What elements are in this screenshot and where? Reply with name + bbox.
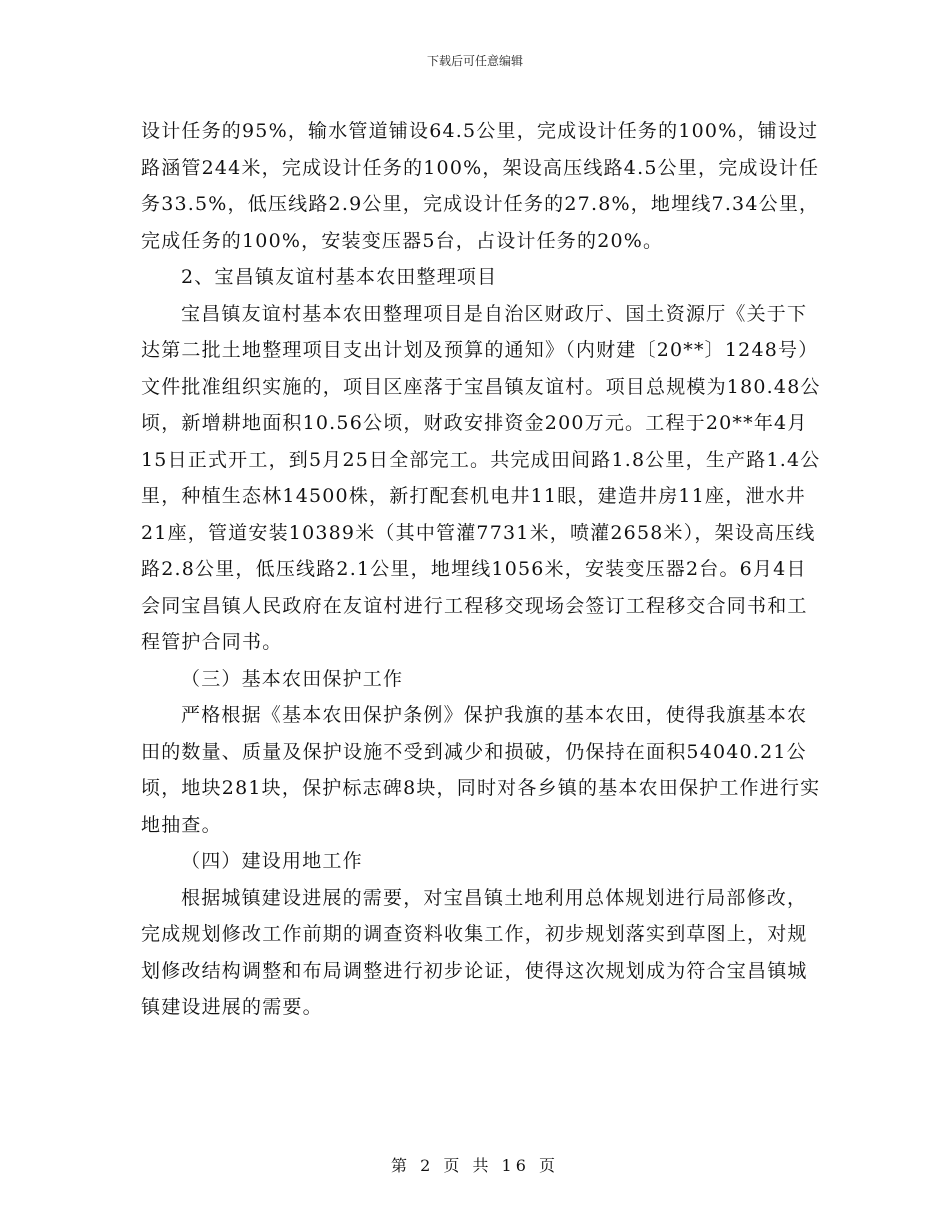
paragraph-project-2: 宝昌镇友谊村基本农田整理项目是自治区财政厅、国土资源厅《关于下达第二批土地整理项目支出计划及预算的通知》（内财建〔20**〕1248号）文件批准组织实施的，项目区座落于宝昌镇友谊村。项目总规模为180.48公顷，新增耕地面积10.56公顷，财政安排资金200万元。工程于20**年4月15日正式开工，到5月25日全部完工。共完成田间路1.8公里，生产路1.4公里，种植生态林14500株，新打配套机电井11眼，建造井房11座，泄水井21座，管道安装10389米（其中管灌7731米，喷灌2658米），架设高压线路2.8公里，低压线路2.1公里，地埋线1056米，安装变压器2台。6月4日会同宝昌镇人民政府在友谊村进行工程移交现场会签订工程移交合同书和工程管护合同书。	[141, 302, 821, 653]
paragraph-continuation: 设计任务的95%，输水管道铺设64.5公里，完成设计任务的100%，铺设过路涵管244米，完成设计任务的100%，架设高压线路4.5公里，完成设计任务33.5%，低压线路2.9公里，完成设计任务的27.8%，地埋线7.34公里，完成任务的100%，安装变压器5台，占设计任务的20%。	[141, 120, 820, 252]
section-heading-farmland-protection: （三）基本农田保护工作	[181, 667, 404, 690]
document-body	[141, 113, 821, 1026]
paragraph-farmland-protection: 严格根据《基本农田保护条例》保护我旗的基本农田，使得我旗基本农田的数量、质量及保护设施不受到减少和损破，仍保持在面积54040.21公顷，地块281块，保护标志碑8块，同时对各乡镇的基本农田保护工作进行实地抽查。	[141, 704, 821, 836]
paragraph-construction-land: 根据城镇建设进展的需要，对宝昌镇土地利用总体规划进行局部修改，完成规划修改工作前期的调查资料收集工作，初步规划落实到草图上，对规划修改结构调整和布局调整进行初步论证，使得这次规划成为符合宝昌镇城镇建设进展的需要。	[141, 886, 808, 1018]
page-header: 下载后可任意编辑	[426, 54, 523, 68]
page-number: 第 2 页 共 16 页	[391, 1156, 559, 1175]
section-heading-project-2: 2、宝昌镇友谊村基本农田整理项目	[181, 266, 498, 288]
section-heading-construction-land: （四）建设用地工作	[181, 850, 363, 872]
